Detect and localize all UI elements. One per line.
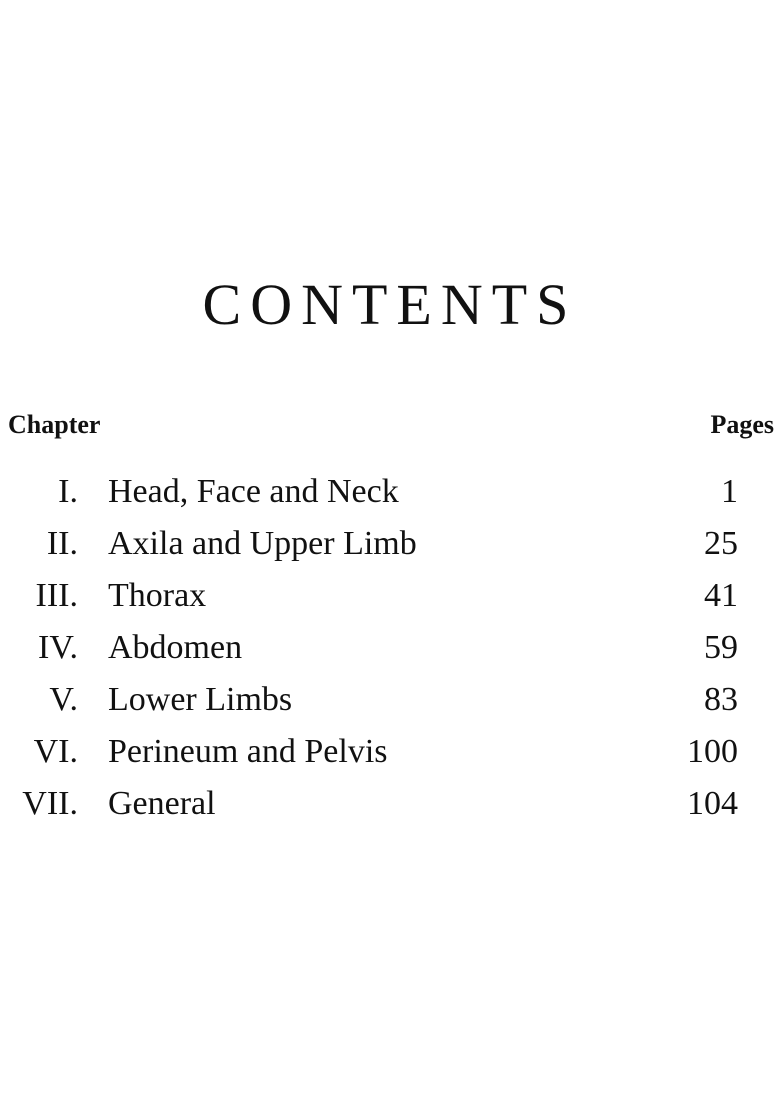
pages-column-header: Pages (710, 410, 774, 439)
toc-row (0, 726, 780, 778)
chapter-title: Perineum and Pelvis (108, 733, 388, 770)
page-title: CONTENTS (202, 272, 578, 337)
chapter-title: Head, Face and Neck (108, 473, 399, 510)
page-number: 83 (704, 681, 738, 718)
chapter-number: IV. (38, 629, 78, 666)
toc-row (0, 622, 780, 674)
toc-row (0, 674, 780, 726)
chapter-number: V. (49, 681, 78, 718)
chapter-title: Abdomen (108, 629, 243, 666)
chapter-title: General (108, 785, 216, 822)
toc-row (0, 466, 780, 518)
chapter-title: Lower Limbs (108, 681, 293, 718)
chapter-number: I. (58, 473, 78, 510)
chapter-number: VII. (22, 785, 78, 822)
toc-row (0, 518, 780, 570)
chapter-title: Thorax (108, 577, 207, 614)
chapter-number: II. (46, 525, 78, 562)
toc-row (0, 570, 780, 622)
page-number: 41 (704, 577, 738, 614)
toc-row (0, 778, 780, 830)
page-number: 59 (704, 629, 738, 666)
page-number: 25 (704, 525, 738, 562)
chapter-column-header: Chapter (8, 410, 101, 439)
chapter-number: III. (35, 577, 78, 614)
page-number: 1 (721, 473, 738, 510)
chapter-number: VI. (33, 733, 78, 770)
page-number: 104 (687, 785, 738, 822)
chapter-title: Axila and Upper Limb (108, 525, 417, 562)
page-number: 100 (687, 733, 738, 770)
table-of-contents (0, 466, 780, 830)
